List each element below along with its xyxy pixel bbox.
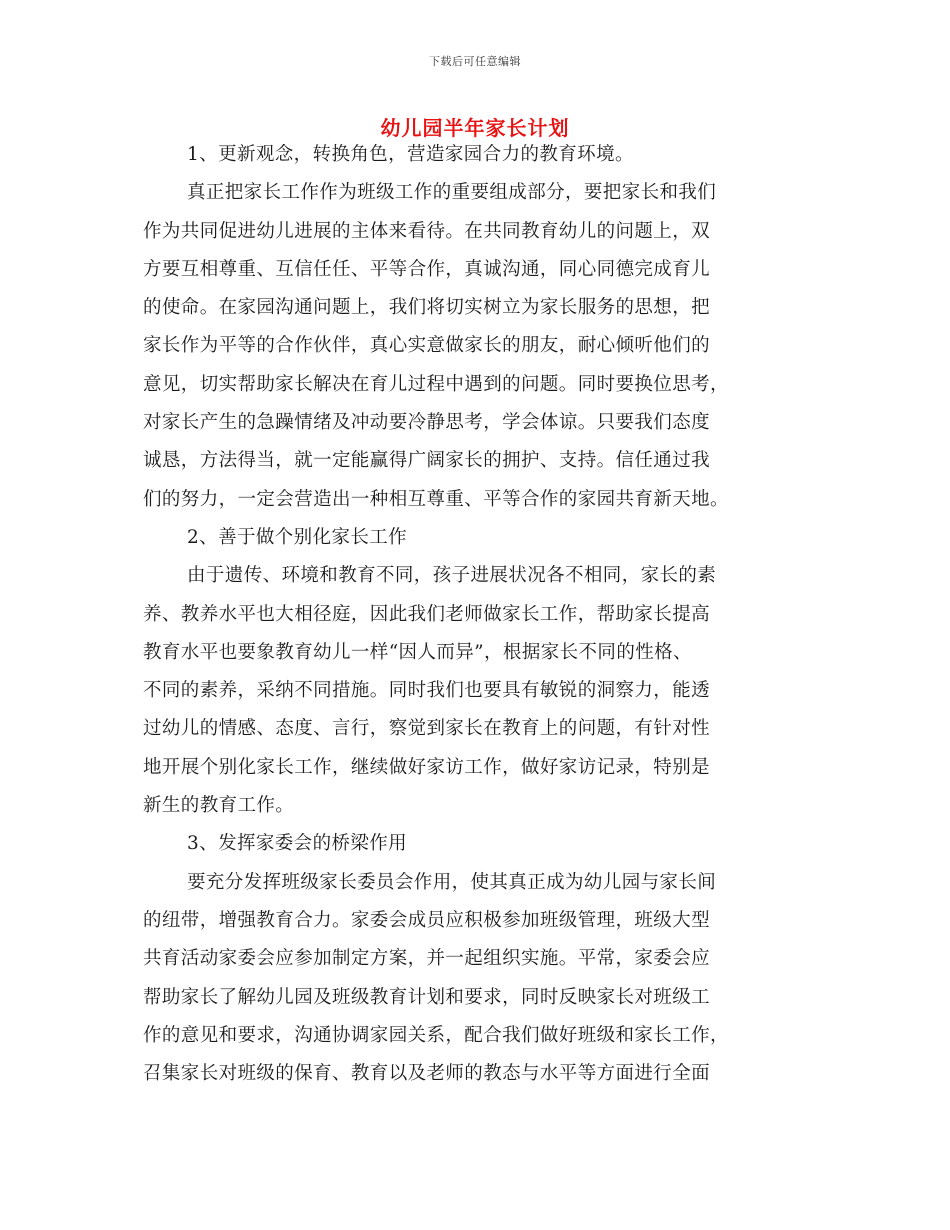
text-line: 教育水平也要象教育幼儿一样“因人而异”，根据家长不同的性格、 bbox=[143, 641, 692, 663]
text-line: 要充分发挥班级家长委员会作用，使其真正成为幼儿园与家长间 bbox=[187, 871, 717, 893]
document-body bbox=[143, 136, 808, 1093]
text-line: 共育活动家委会应参加制定方案，并一起组织实施。平常，家委会应 bbox=[143, 948, 711, 970]
text-line: 1、更新观念，转换角色，营造家园合力的教育环境。 bbox=[187, 144, 634, 165]
text-line: 意见，切实帮助家长解决在育儿过程中遇到的问题。同时要换位思考， bbox=[143, 373, 729, 395]
text-line: 2、善于做个别化家长工作 bbox=[187, 526, 408, 548]
text-line: 诚恳，方法得当，就一定能赢得广阔家长的拥护、支持。信任通过我 bbox=[143, 450, 711, 472]
text-line: 3、发挥家委会的桥梁作用 bbox=[187, 833, 408, 855]
text-line: 不同的素养，采纳不同措施。同时我们也要具有敏锐的洞察力，能透 bbox=[143, 680, 711, 702]
text-line: 们的努力，一定会营造出一种相互尊重、平等合作的家园共育新天地。 bbox=[143, 488, 729, 510]
text-line: 地开展个别化家长工作，继续做好家访工作，做好家访记录，特别是 bbox=[143, 756, 711, 778]
text-line: 真正把家长工作作为班级工作的重要组成部分，要把家长和我们 bbox=[187, 182, 717, 204]
text-line: 新生的教育工作。 bbox=[143, 795, 295, 817]
text-line: 养、教养水平也大相径庭，因此我们老师做家长工作，帮助家长提高 bbox=[143, 603, 711, 625]
page-header-note: 下载后可任意编辑 bbox=[429, 55, 521, 68]
text-line: 对家长产生的急躁情绪及冲动要冷静思考，学会体谅。只要我们态度 bbox=[143, 412, 711, 434]
text-line: 由于遗传、环境和教育不同，孩子进展状况各不相同，家长的素 bbox=[187, 565, 717, 587]
text-line: 家长作为平等的合作伙伴，真心实意做家长的朋友，耐心倾听他们的 bbox=[143, 335, 711, 357]
text-line: 过幼儿的情感、态度、言行，察觉到家长在教育上的问题，有针对性 bbox=[143, 718, 711, 740]
text-line: 的纽带，增强教育合力。家委会成员应积极参加班级管理，班级大型 bbox=[143, 909, 711, 931]
text-line: 方要互相尊重、互信任任、平等合作，真诚沟通，同心同德完成育儿 bbox=[143, 258, 711, 280]
text-line: 帮助家长了解幼儿园及班级教育计划和要求，同时反映家长对班级工 bbox=[143, 986, 711, 1008]
text-line: 作的意见和要求，沟通协调家园关系，配合我们做好班级和家长工作， bbox=[143, 1024, 729, 1046]
document-title: 幼儿园半年家长计划 bbox=[380, 116, 570, 140]
text-line: 的使命。在家园沟通问题上，我们将切实树立为家长服务的思想，把 bbox=[143, 297, 711, 319]
text-line: 召集家长对班级的保育、教育以及老师的教态与水平等方面进行全面 bbox=[143, 1063, 711, 1085]
text-line: 作为共同促进幼儿进展的主体来看待。在共同教育幼儿的问题上，双 bbox=[143, 220, 711, 242]
